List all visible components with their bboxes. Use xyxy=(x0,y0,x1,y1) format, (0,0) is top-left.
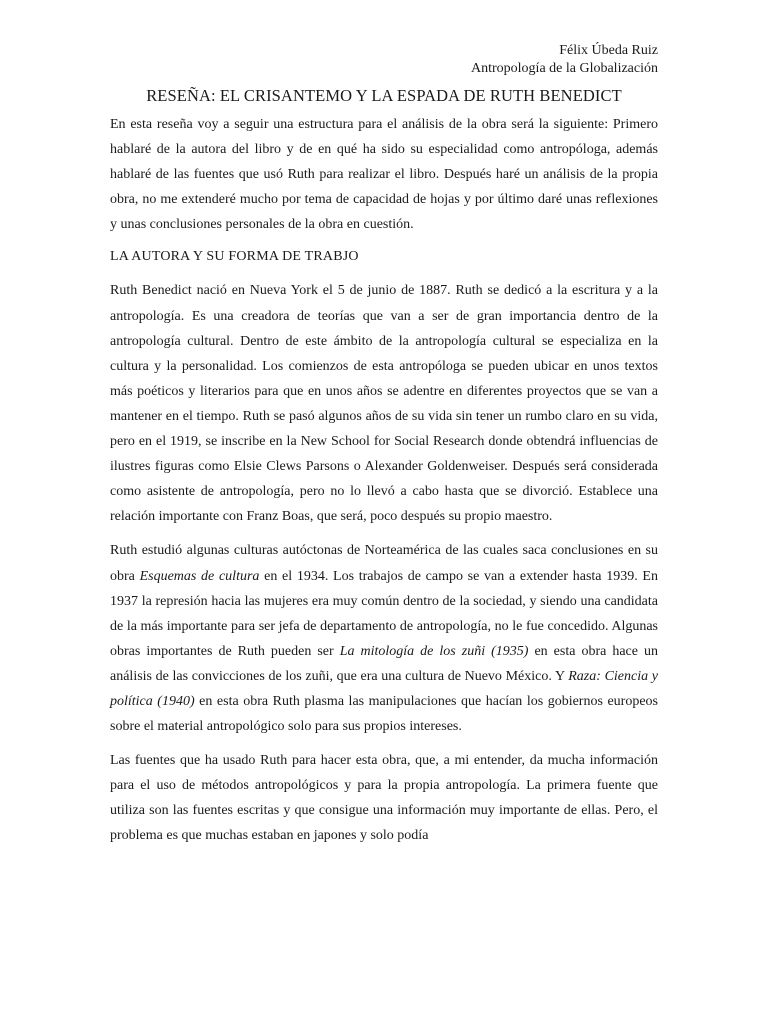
course-name: Antropología de la Globalización xyxy=(471,61,658,76)
intro-paragraph: En esta reseña voy a seguir una estructura para el análisis de la obra será la siguiente: Primero hablaré de la autora del libro y de en qué ha sido su especialidad como antropóloga, además hablaré de las fuentes que usó Ruth para realizar el libro. Después haré un análisis de la propia obra, no me extenderé mucho por tema de capacidad de hojas y por último daré unas reflexiones y unas conclusiones personales de la obra en cuestión. xyxy=(110,117,658,233)
document-title: RESEÑA: EL CRISANTEMO Y LA ESPADA DE RUTH BENEDICT xyxy=(146,86,622,105)
document-header xyxy=(110,42,658,78)
works-paragraph xyxy=(110,538,658,739)
works-text-1: Ruth estudió algunas culturas autóctonas de Norteamérica de las cuales saca conclusiones en su obra xyxy=(110,543,658,584)
works-text-4: en esta obra Ruth plasma las manipulaciones que hacían los gobiernos europeos sobre el material antropológico solo para sus propios intereses. xyxy=(110,693,658,735)
work-title-raza: Raza: Ciencia y política (1940) xyxy=(110,668,659,709)
section-heading-author: LA AUTORA Y SU FORMA DE TRABJO xyxy=(110,249,359,265)
biography-paragraph: Ruth Benedict nació en Nueva York el 5 de junio de 1887. Ruth se dedicó a la escritura y a la antropología. Es una creadora de teorías que van a ser de gran importancia dentro de la antropología cultural. Dentro de este ámbito de la antropología cultural se especializa en la cultura y la personalidad. Los comienzos de esta antropóloga se pueden ubicar en unos textos más poéticos y literarios para que en unos años se adentre en diferentes proyectos que se van a mantener en el tiempo. Ruth se pasó algunos años de su vida sin tener un rumbo claro en su vida, pero en el 1919, se inscribe en la New School for Social Research donde obtendrá influencias de ilustres figuras como Elsie Clews Parsons o Alexander Goldenweiser. Después será considerada como asistente de antropología, pero no lo llevó a cabo hasta que se divorció. Establece una relación importante con Franz Boas, que será, poco después su propio maestro. xyxy=(110,283,658,525)
work-title-esquemas: Esquemas de cultura xyxy=(139,568,260,584)
work-title-mitologia: La mitología de los zuñi (1935) xyxy=(339,643,529,659)
document-page xyxy=(110,42,658,858)
works-text-3: en esta obra hace un análisis de las convicciones de los zuñi, que era una cultura de Nuevo México. Y xyxy=(110,643,658,684)
author-name: Félix Úbeda Ruiz xyxy=(559,43,658,58)
works-text-2: en el 1934. Los trabajos de campo se van a extender hasta 1939. En 1937 la represión hacia las mujeres era muy común dentro de la sociedad, y siendo una candidata de la más importante para ser jefa de departamento de antropología, no le fue concedido. Algunas obras importantes de Ruth pueden ser xyxy=(110,568,658,659)
sources-paragraph: Las fuentes que ha usado Ruth para hacer esta obra, que, a mi entender, da mucha información para el uso de métodos antropológicos y para la propia antropología. La primera fuente que utiliza son las fuentes escritas y que consigue una información muy importante de ellas. Pero, el problema es que muchas estaban en japones y solo podía xyxy=(110,753,658,844)
